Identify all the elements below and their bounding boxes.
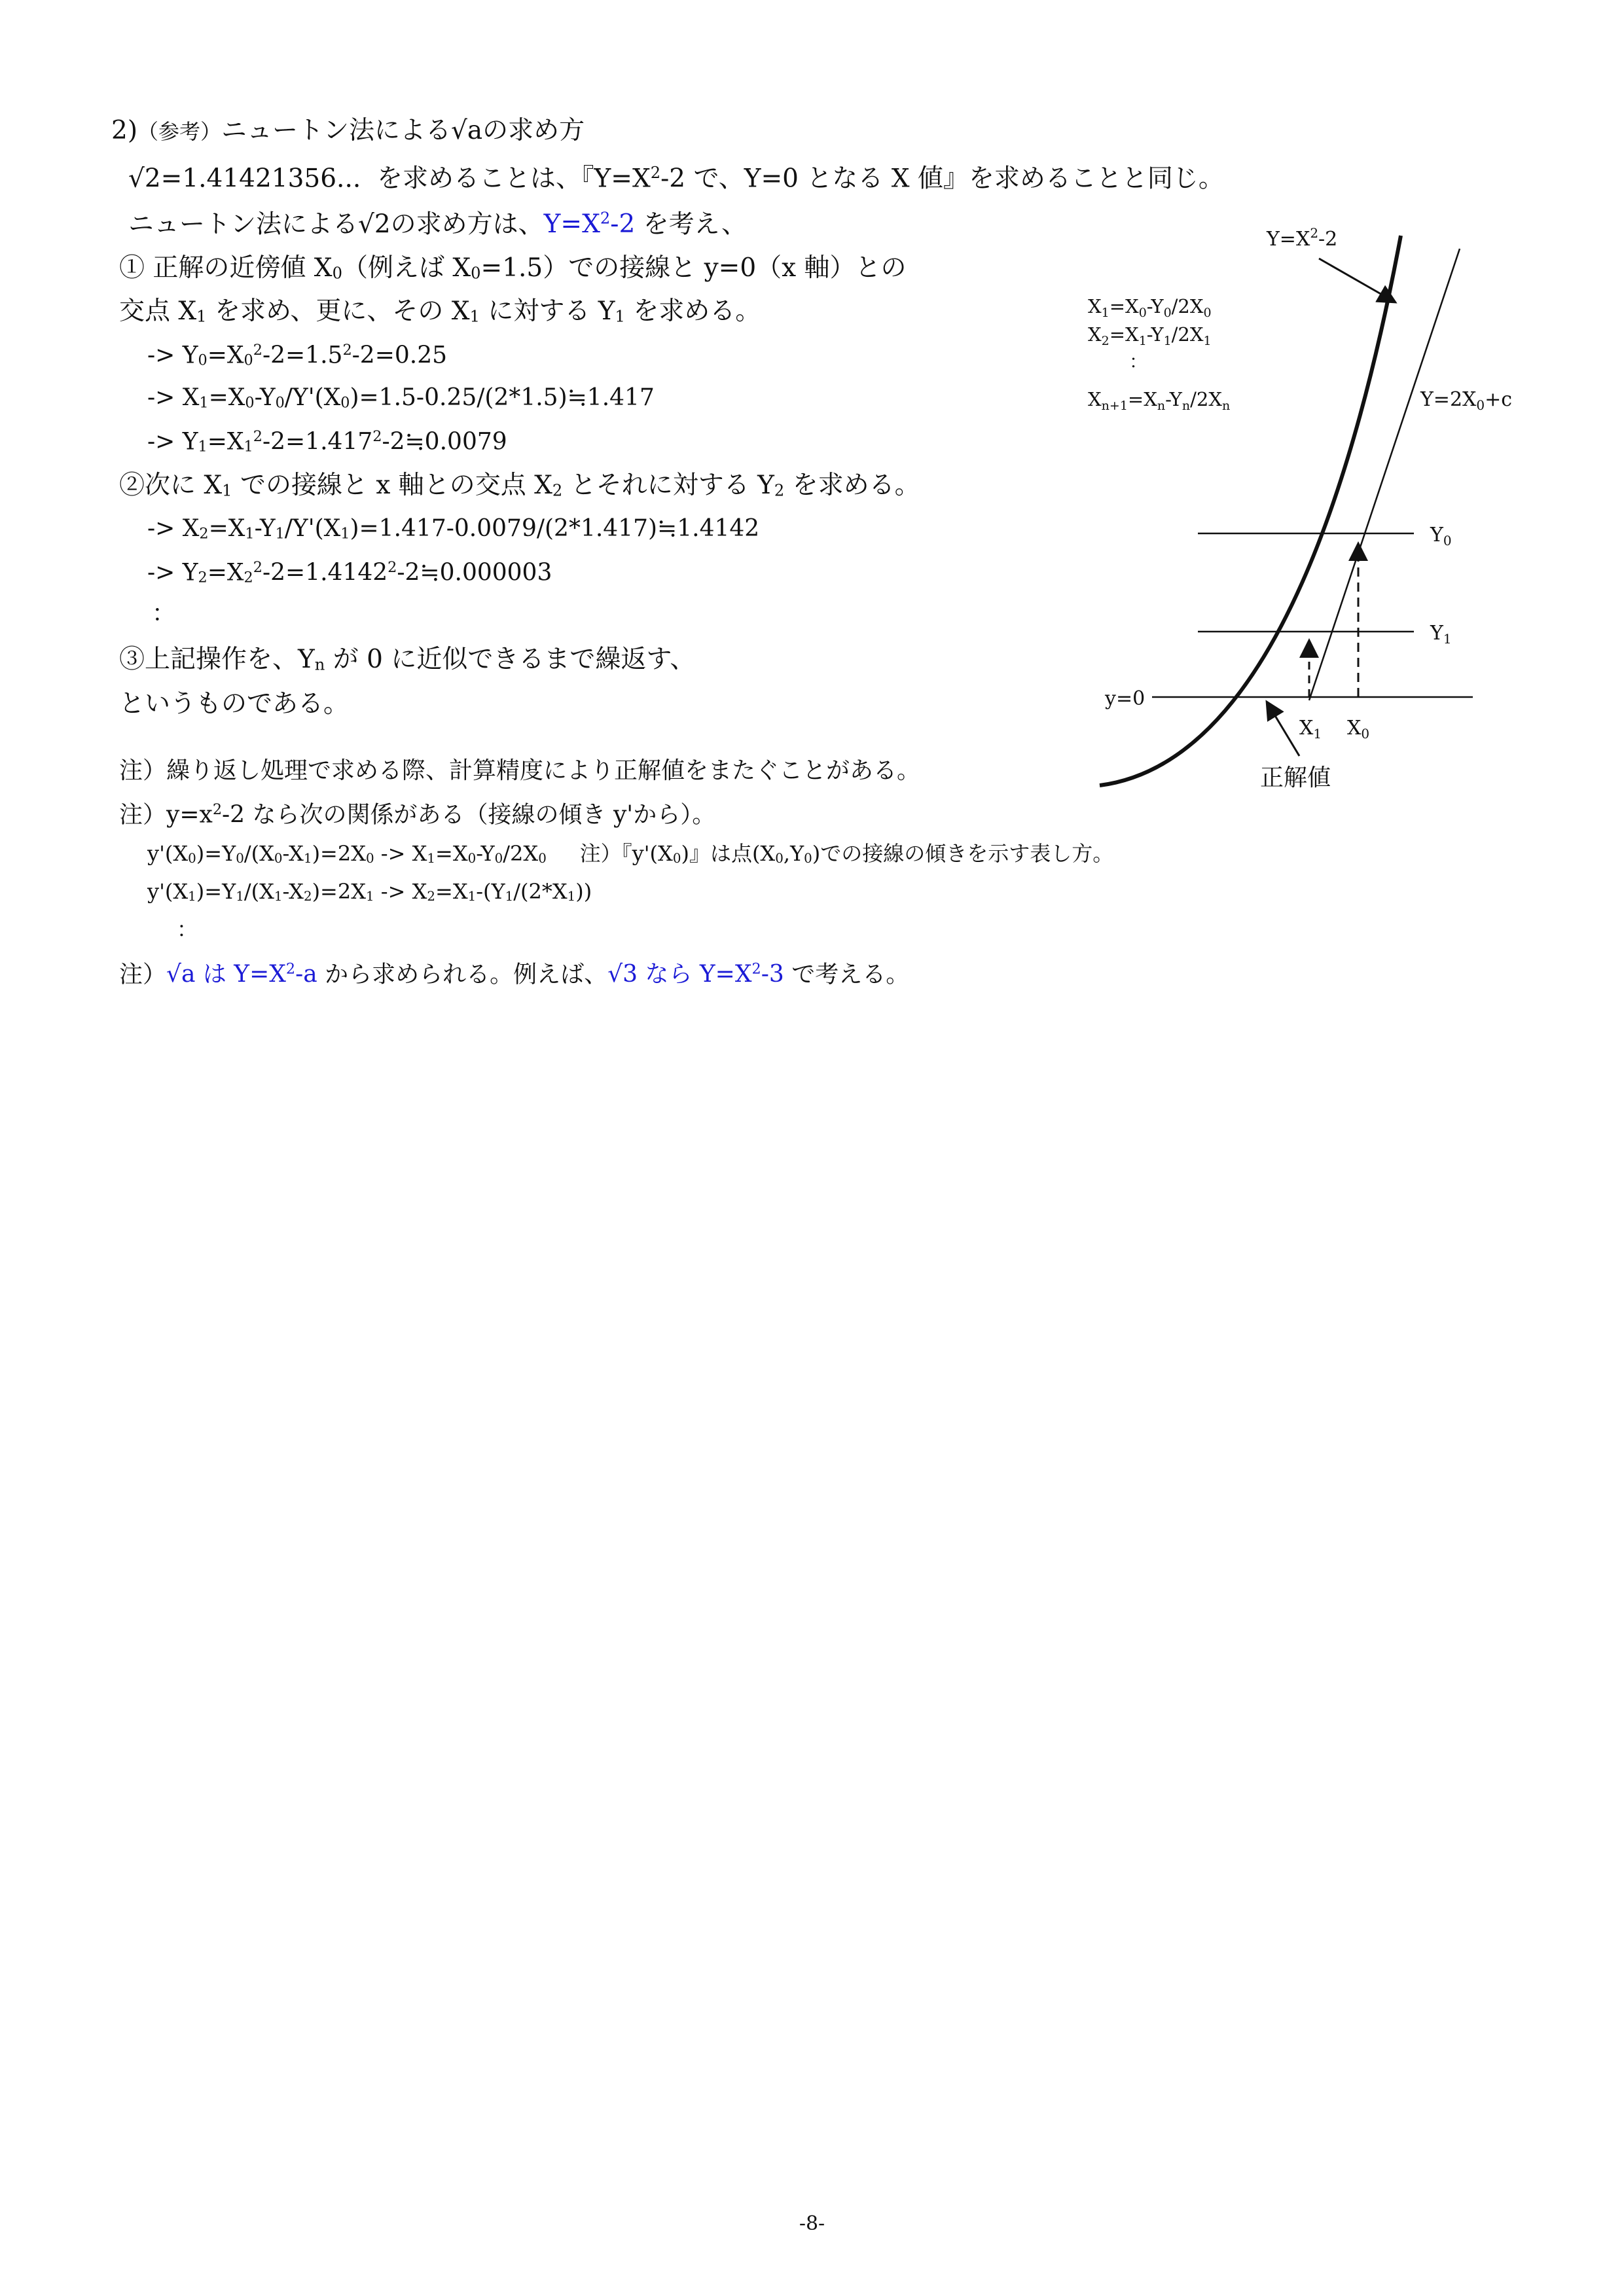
note-2-formula-1: y'(X0)=Y0/(X0-X1)=2X0 -> X1=X0-Y0/2X0 注）『y'(X0)』は点(X0,Y0)での接線の傾きを示す表し方。 bbox=[147, 841, 1114, 866]
formula-3: $X_{n+1}=X_n-Y_n/2X_n$ bbox=[1088, 388, 1231, 413]
tangent-label: $Y=2X_0+c$ bbox=[1420, 388, 1513, 413]
formula-2: $X_2=X_1-Y_1/2X_1$ bbox=[1088, 323, 1212, 348]
step-1-line-1: ① 正解の近傍値 X0（例えば X0=1.5）での接線と y=0（x 軸）との bbox=[119, 253, 907, 283]
note-3-prefix: 注） bbox=[119, 961, 167, 988]
section-heading: 2)（参考）ニュートン法による√aの求め方 bbox=[111, 116, 585, 145]
step-2-calc-1: -> X2=X1-Y1/Y'(X1)=1.417-0.0079/(2*1.417)≒1.4142 bbox=[147, 515, 760, 543]
root-arrow bbox=[1267, 702, 1299, 756]
intro-line-2-pre: ニュートン法による√2の求め方は、 bbox=[128, 209, 544, 240]
note-2: 注）$y=x^2-2$ なら次の関係がある（接線の傾き y'から）。 bbox=[119, 801, 716, 829]
y1-label: $Y_1$ bbox=[1430, 622, 1452, 647]
note-1: 注）繰り返し処理で求める際、計算精度により正解値をまたぐことがある。 bbox=[119, 757, 921, 784]
y0-label: $Y_0$ bbox=[1430, 524, 1452, 548]
yzero-label: y=0 bbox=[1105, 687, 1146, 710]
step-2-dots: ： bbox=[152, 600, 176, 627]
x1-label: $X_1$ bbox=[1299, 717, 1322, 742]
note-2-dots: ： bbox=[177, 917, 198, 942]
step-3-line-2: というものである。 bbox=[119, 689, 350, 719]
curve-label-arrow bbox=[1319, 259, 1396, 302]
step-1-calc-3: -> $Y1=X1^2-2=1.417^2-2≒0.0079$ bbox=[147, 428, 507, 456]
intro-line-2 bbox=[128, 209, 748, 240]
note-3-suffix: で考える。 bbox=[791, 961, 910, 988]
note-3-middle: から求められる。例えば、 bbox=[325, 961, 608, 988]
newton-method-diagram bbox=[1074, 209, 1513, 812]
root-label: 正解値 bbox=[1260, 764, 1331, 791]
note-3-highlight-2: √3 なら $Y=X^2-3$ bbox=[607, 961, 784, 988]
step-2-line-1: ②次に X1 での接線と x 軸との交点 X2 とそれに対する Y2 を求める。 bbox=[119, 471, 920, 500]
intro-line-1: √2=1.41421356... を求めることは、『$Y=X^2-2$ で、Y=0 となる X 値』を求めることと同じ。 bbox=[128, 164, 1224, 194]
intro-line-2-post: を考え、 bbox=[643, 209, 748, 240]
curve-label: $Y=X^2-2$ bbox=[1267, 225, 1338, 251]
formula-dots: ： bbox=[1129, 351, 1148, 372]
step-1-calc-2: -> X1=X0-Y0/Y'(X0)=1.5-0.25/(2*1.5)≒1.417 bbox=[147, 384, 655, 412]
x0-label: $X_0$ bbox=[1347, 717, 1370, 742]
page-number: -8- bbox=[799, 2212, 825, 2235]
step-3-line-1: ③上記操作を、Yn が 0 に近似できるまで繰返す、 bbox=[119, 645, 696, 674]
note-3 bbox=[119, 962, 909, 986]
note-2-formula-2: y'(X1)=Y1/(X1-X2)=2X1 -> X2=X1-(Y1/(2*X1)) bbox=[147, 879, 592, 904]
formula-1: $X_1=X_0-Y_0/2X_0$ bbox=[1088, 295, 1212, 320]
note-3-highlight-1: √a は $Y=X^2-a$ bbox=[166, 961, 317, 988]
equation-highlight: $Y=X^2-2$ bbox=[543, 209, 636, 240]
step-1-line-2: 交点 X1 を求め、更に、その X1 に対する Y1 を求める。 bbox=[119, 296, 761, 326]
step-2-calc-2: -> $Y2=X2^2-2=1.4142^2-2≒0.000003$ bbox=[147, 559, 552, 586]
step-1-calc-1: -> $Y0=X0^2-2=1.5^2-2=0.25$ bbox=[147, 342, 448, 369]
